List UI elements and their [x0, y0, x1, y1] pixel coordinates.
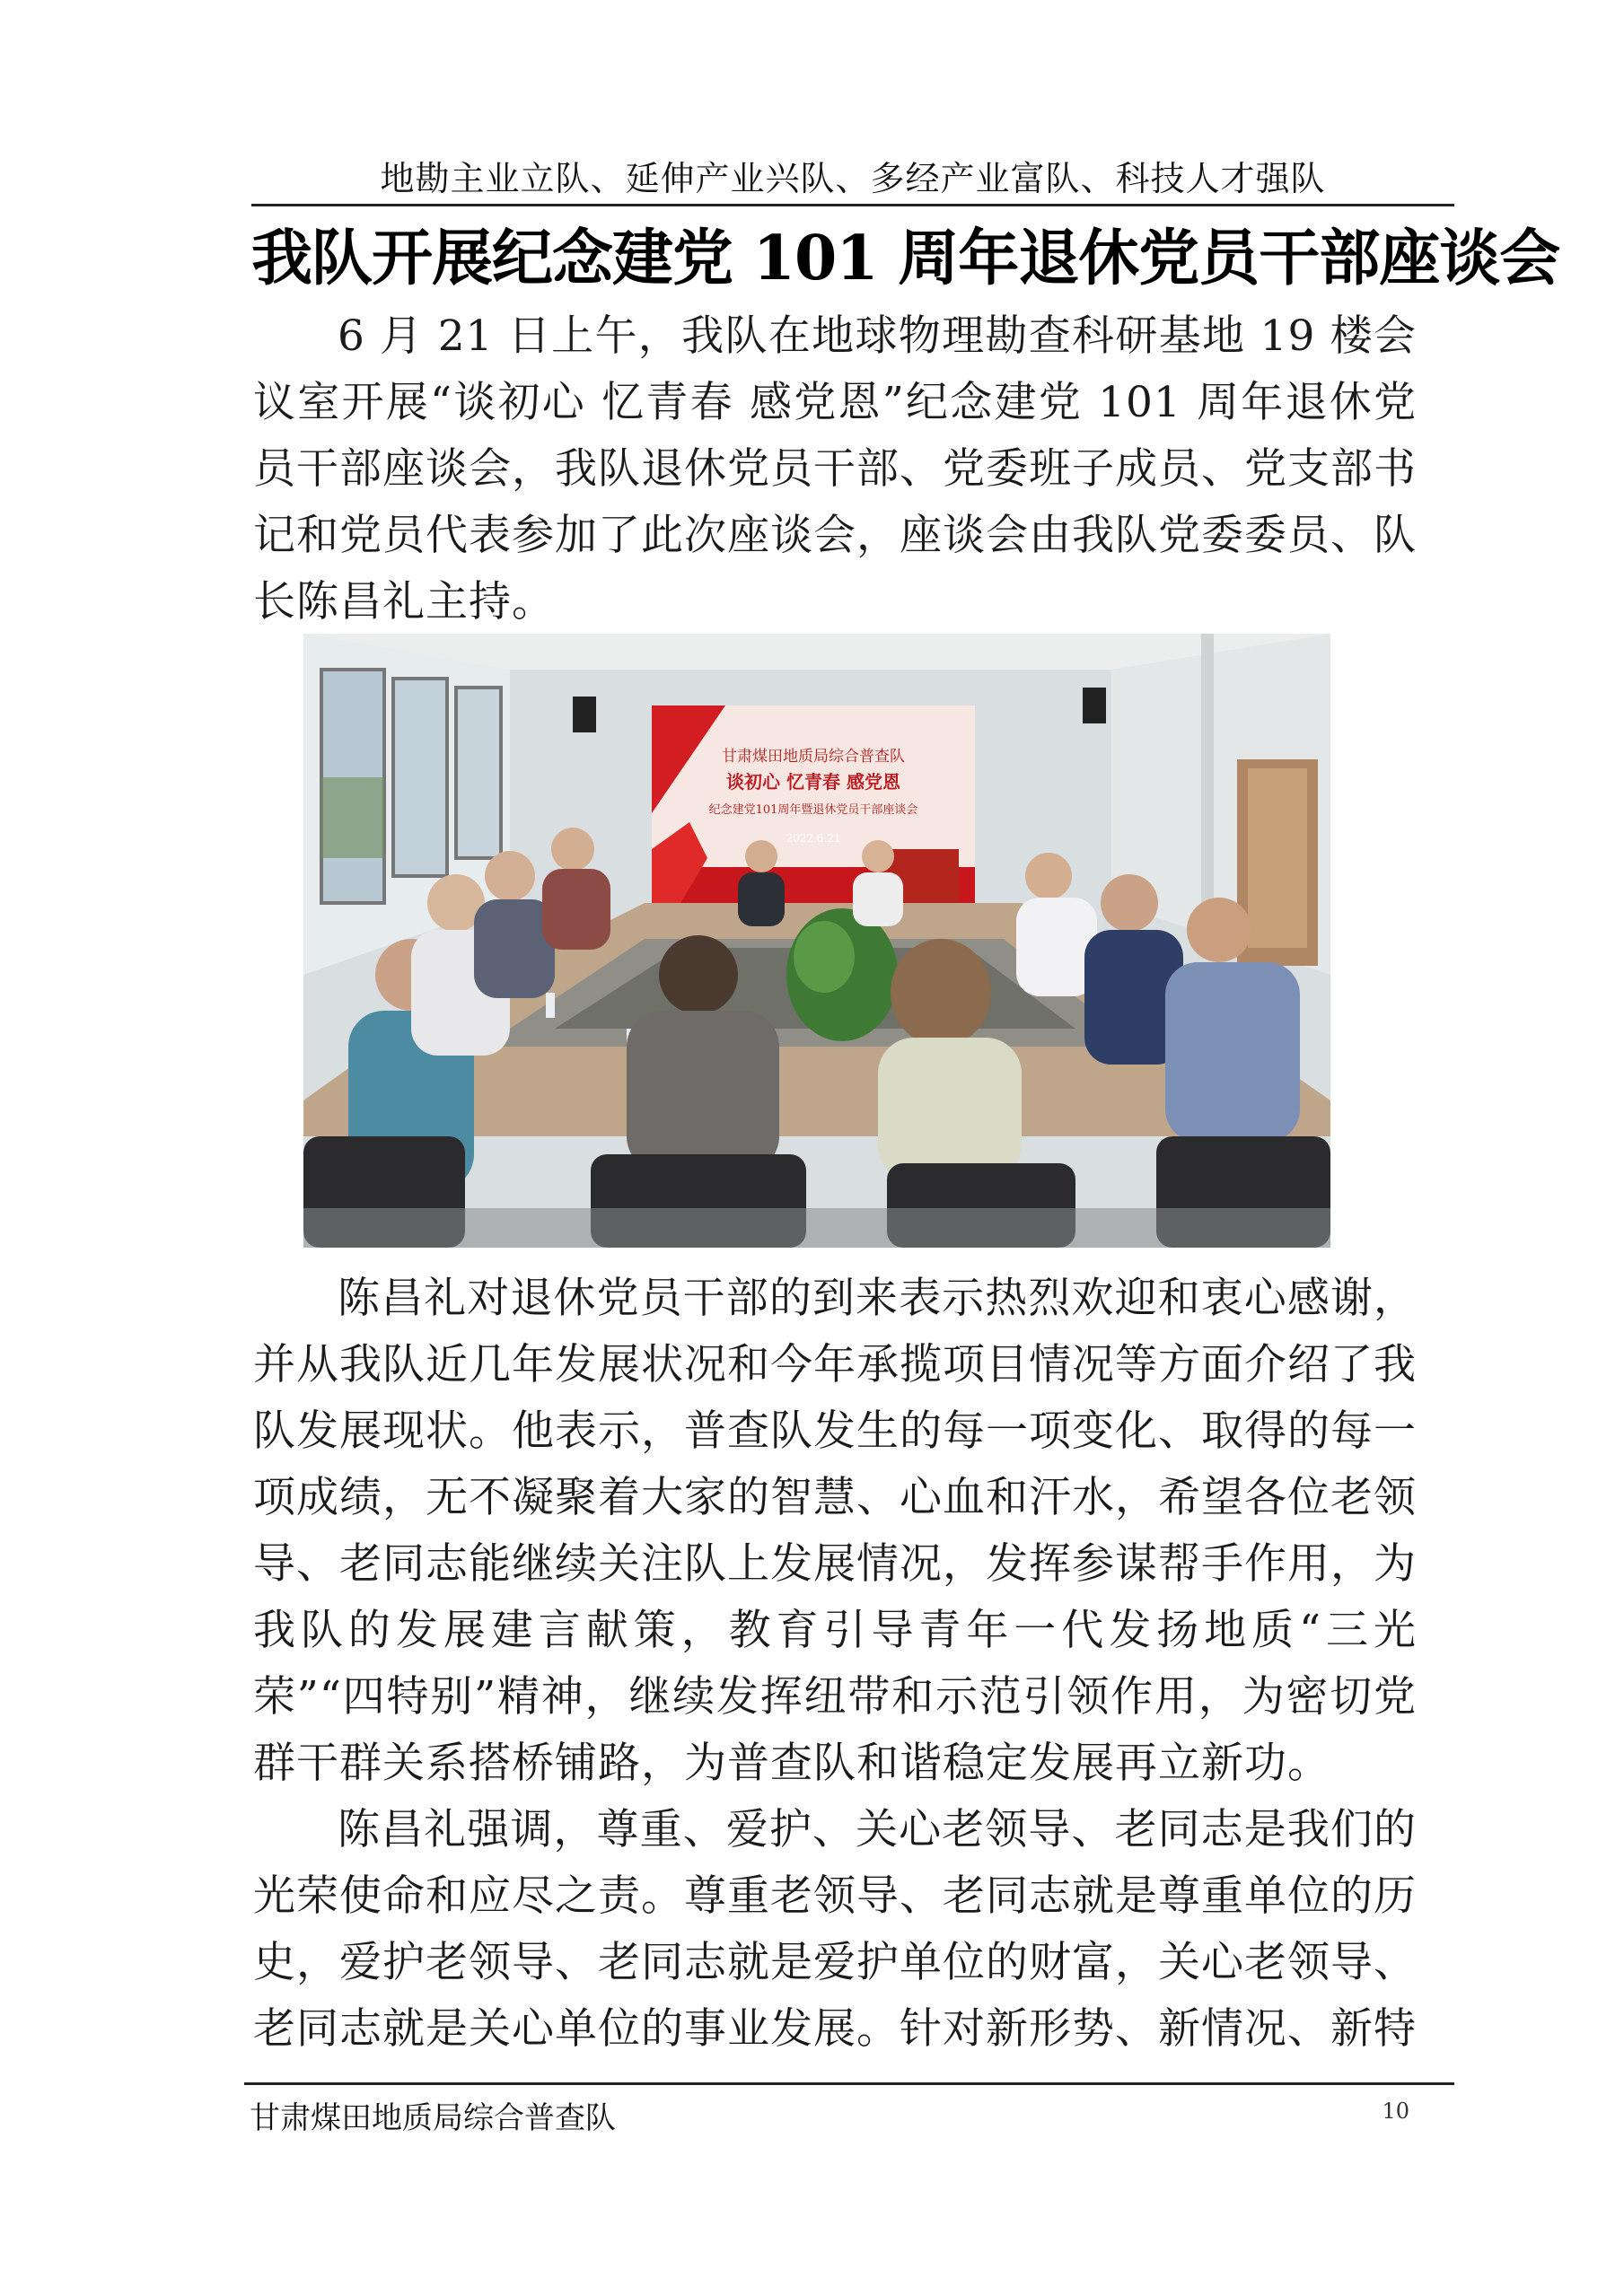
screen-line-1: 甘肃煤田地质局综合普查队	[722, 748, 905, 766]
meeting-photo	[303, 634, 1330, 1248]
article-title: 我队开展纪念建党 101 周年退休党员干部座谈会	[251, 223, 1560, 294]
paragraph-1: 6 月 21 日上午，我队在地球物理勘查科研基地 19 楼会议室开展“谈初心 忆青春 感党恩”纪念建党 101 周年退休党员干部座谈会，我队退休党员干部、党委班子成员、党支部书记和党员代表参加了此次座谈会，座谈会由我队党委委员、队长陈昌礼主持。	[253, 311, 1417, 627]
header-divider	[251, 204, 1454, 206]
screen-line-3: 纪念建党101周年暨退休党员干部座谈会	[708, 803, 918, 817]
footer-organization: 甘肃煤田地质局综合普查队	[250, 2100, 616, 2136]
header-slogan: 地勘主业立队、延伸产业兴队、多经产业富队、科技人才强队	[380, 159, 1326, 198]
paragraph-3: 陈昌礼强调，尊重、爱护、关心老领导、老同志是我们的光荣使命和应尽之责。尊重老领导、老同志就是尊重单位的历史，爱护老领导、老同志就是爱护单位的财富，关心老领导、老同志就是关心单位的事业发展。针对新形势、新情况、新特	[253, 1805, 1417, 2054]
paragraph-2: 陈昌礼对退休党员干部的到来表示热烈欢迎和衷心感谢，并从我队近几年发展状况和今年承揽项目情况等方面介绍了我队发展现状。他表示，普查队发生的每一项变化、取得的每一项成绩，无不凝聚着大家的智慧、心血和汗水，希望各位老领导、老同志能继续关注队上发展情况，发挥参谋帮手作用，为我队的发展建言献策，教育引导青年一代发扬地质“三光荣”“四特别”精神，继续发挥纽带和示范引领作用，为密切党群干群关系搭桥铺路，为普查队和谐稳定发展再立新功。	[253, 1274, 1417, 1788]
page-number: 10	[1382, 2099, 1409, 2124]
footer-divider	[244, 2082, 1454, 2085]
screen-line-4: 2022.6.21	[786, 832, 841, 845]
screen-line-2: 谈初心 忆青春 感党恩	[726, 771, 900, 793]
